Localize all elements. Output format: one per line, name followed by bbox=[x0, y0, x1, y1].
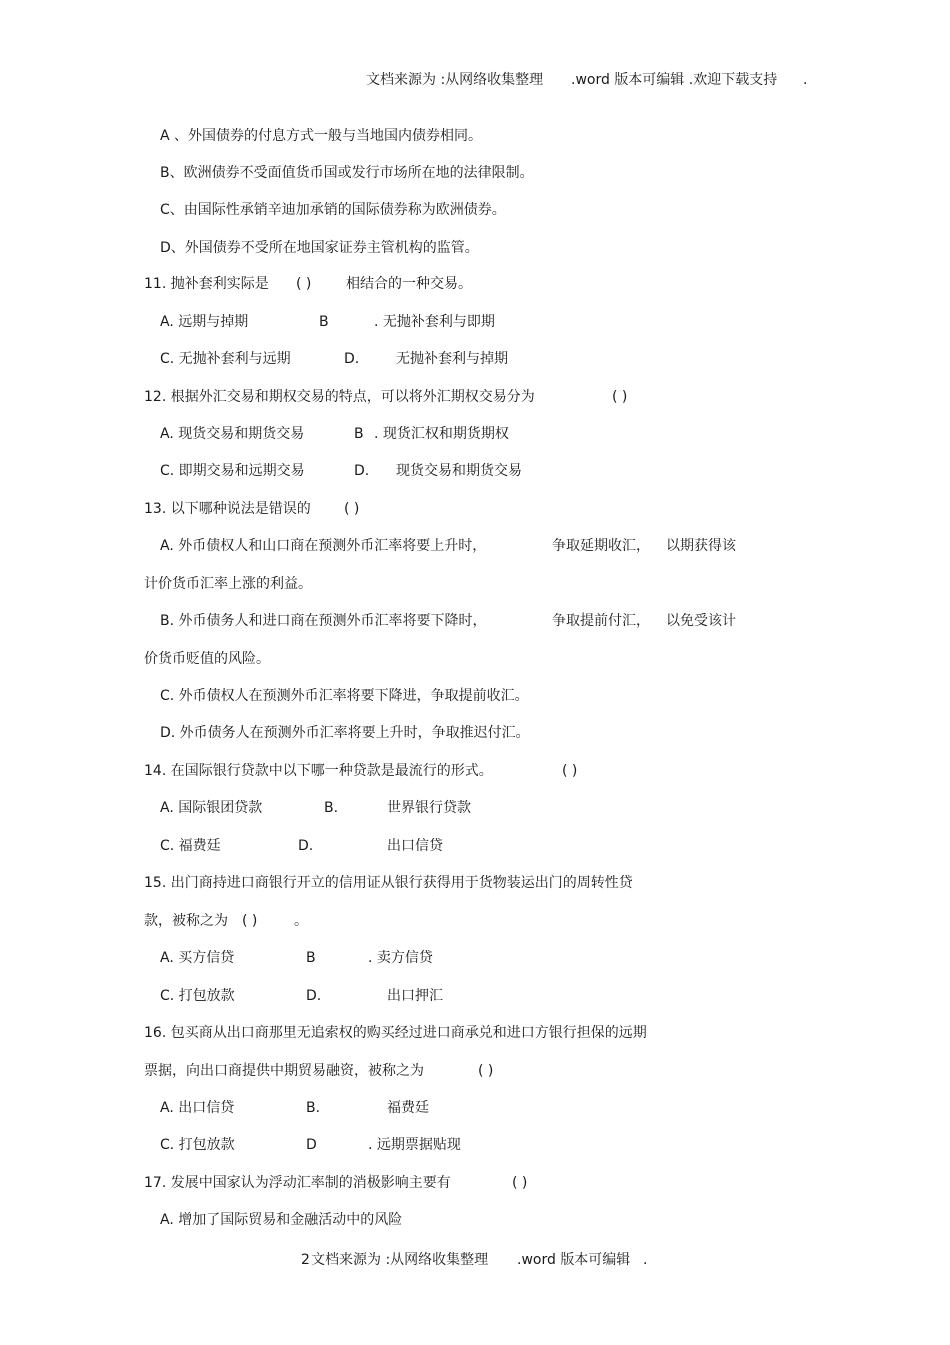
q10-option-a: A 、外国债券的付息方式一般与当地国内债券相同。 bbox=[160, 128, 483, 144]
header-source: 文档来源为 :从网络收集整理 bbox=[366, 72, 544, 88]
q14-option-a: A. 国际银团贷款 bbox=[160, 800, 263, 816]
q17-stem-text: 17. 发展中国家认为浮动汇率制的消极影响主要有 bbox=[144, 1175, 451, 1191]
q13-option-b-part3: 以免受该计 bbox=[666, 613, 736, 629]
q16-paren: ( ) bbox=[478, 1063, 494, 1079]
q13-option-b-line2: 价货币贬值的风险。 bbox=[144, 651, 270, 667]
q13-option-a-part1: A. 外币债权人和山口商在预测外币汇率将要上升时， bbox=[160, 538, 487, 554]
q12-option-d-letter: D. bbox=[354, 463, 370, 479]
q11-option-a: A. 远期与掉期 bbox=[160, 314, 249, 330]
q10-option-b: B、欧洲债券不受面值货币国或发行市场所在地的法律限制。 bbox=[160, 165, 534, 181]
q15-option-c: C. 打包放款 bbox=[160, 988, 235, 1004]
q16-option-a: A. 出口信贷 bbox=[160, 1100, 235, 1116]
q13-option-a-part2: 争取延期收汇， bbox=[552, 538, 650, 554]
q15-stem-line1: 15. 出门商持进口商银行开立的信用证从银行获得用于货物装运出门的周转性贷 bbox=[144, 875, 633, 891]
q16-option-c: C. 打包放款 bbox=[160, 1137, 235, 1153]
q14-option-b: 世界银行贷款 bbox=[387, 800, 471, 816]
q13-option-a-part3: 以期获得该 bbox=[666, 538, 736, 554]
q14-option-d: 出口信贷 bbox=[387, 838, 443, 854]
q13-stem-text: 13. 以下哪种说法是错误的 bbox=[144, 501, 311, 517]
q13-option-c: C. 外币债权人在预测外币汇率将要下降进，争取提前收汇。 bbox=[160, 688, 529, 704]
q15-option-a: A. 买方信贷 bbox=[160, 950, 235, 966]
q15-option-d: 出口押汇 bbox=[387, 988, 443, 1004]
q13-option-b-part1: B. 外币债务人和进口商在预测外币汇率将要下降时， bbox=[160, 613, 487, 629]
q11-option-d: 无抛补套利与掉期 bbox=[396, 351, 508, 367]
q10-option-d: D、外国债券不受所在地国家证券主管机构的监管。 bbox=[160, 240, 479, 256]
q12-option-d: 现货交易和期货交易 bbox=[396, 463, 522, 479]
q14-option-d-letter: D. bbox=[298, 838, 314, 854]
q16-option-d-letter: D bbox=[306, 1137, 317, 1153]
header-dot: . bbox=[803, 72, 808, 88]
q14-option-c: C. 福费廷 bbox=[160, 838, 221, 854]
q15-option-b: . 卖方信贷 bbox=[368, 950, 433, 966]
q12-paren: ( ) bbox=[612, 389, 628, 405]
q12-stem-text: 12. 根据外汇交易和期权交易的特点，可以将外汇期权交易分为 bbox=[144, 389, 535, 405]
q11-option-b-letter: B bbox=[319, 314, 329, 330]
q11-paren: ( ) bbox=[296, 276, 312, 292]
q13-paren: ( ) bbox=[344, 501, 360, 517]
q15-option-b-letter: B bbox=[306, 950, 316, 966]
footer-source: 文档来源为 :从网络收集整理 bbox=[311, 1252, 489, 1268]
q13-option-b-part2: 争取提前付汇， bbox=[552, 613, 650, 629]
q14-stem-text: 14. 在国际银行贷款中以下哪一种贷款是最流行的形式。 bbox=[144, 763, 493, 779]
q11-option-c: C. 无抛补套利与远期 bbox=[160, 351, 291, 367]
q13-option-d: D. 外币债务人在预测外币汇率将要上升时，争取推迟付汇。 bbox=[160, 725, 530, 741]
footer-editable: .word 版本可编辑 bbox=[517, 1252, 631, 1268]
q13-option-a-line2: 计价货币汇率上涨的利益。 bbox=[144, 576, 312, 592]
q15-option-d-letter: D. bbox=[306, 988, 322, 1004]
q16-stem-text: 票据，向出口商提供中期贸易融资，被称之为 bbox=[144, 1063, 424, 1079]
q10-option-c: C、由国际性承销辛迪加承销的国际债券称为欧洲债券。 bbox=[160, 202, 506, 218]
q11-option-b: . 无抛补套利与即期 bbox=[374, 314, 495, 330]
header-editable: .word 版本可编辑 .欢迎下载支持 bbox=[571, 72, 778, 88]
q16-option-b: 福费廷 bbox=[387, 1100, 429, 1116]
q14-paren: ( ) bbox=[562, 763, 578, 779]
q11-option-d-letter: D. bbox=[344, 351, 360, 367]
q16-option-b-letter: B. bbox=[306, 1100, 321, 1116]
q14-option-b-letter: B. bbox=[324, 800, 339, 816]
q12-option-b: . 现货汇权和期货期权 bbox=[374, 426, 509, 442]
q11-stem-b: 相结合的一种交易。 bbox=[346, 276, 472, 292]
q12-option-b-letter: B bbox=[354, 426, 364, 442]
q15-stem-end: 。 bbox=[294, 913, 308, 929]
q11-stem-a: 11. 抛补套利实际是 bbox=[144, 276, 269, 292]
footer-dot: . bbox=[643, 1252, 648, 1268]
footer-page-number: 2 bbox=[301, 1252, 310, 1268]
q12-option-a: A. 现货交易和期货交易 bbox=[160, 426, 305, 442]
q12-option-c: C. 即期交易和远期交易 bbox=[160, 463, 305, 479]
q16-option-d: . 远期票据贴现 bbox=[368, 1137, 461, 1153]
q15-stem-text: 款，被称之为 bbox=[144, 913, 228, 929]
q17-option-a: A. 增加了国际贸易和金融活动中的风险 bbox=[160, 1212, 403, 1228]
q16-stem-line1: 16. 包买商从出口商那里无追索权的购买经过进口商承兑和进口方银行担保的远期 bbox=[144, 1025, 647, 1041]
q17-paren: ( ) bbox=[512, 1175, 528, 1191]
q15-paren: ( ) bbox=[242, 913, 258, 929]
